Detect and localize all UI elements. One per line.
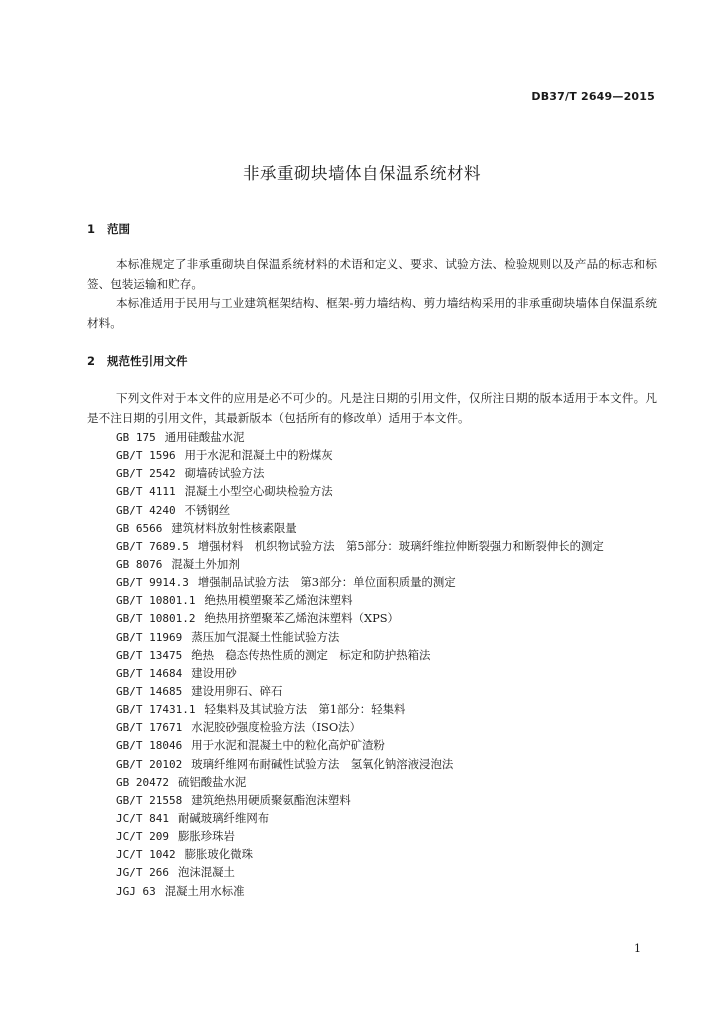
reference-item — [116, 591, 604, 609]
reference-code: JG/T 266 — [116, 866, 169, 880]
reference-title: 耐碱玻璃纤维网布 — [177, 810, 270, 825]
reference-code: GB 8076 — [116, 557, 163, 571]
reference-item — [116, 863, 604, 881]
reference-title: 用于水泥和混凝土中的粒化高炉矿渣粉 — [191, 738, 385, 753]
reference-code: GB/T 4111 — [116, 485, 176, 499]
reference-code: GB 175 — [116, 431, 156, 444]
reference-title: 玻璃纤维网布耐碱性试验方法 氢氧化钠溶液浸泡法 — [191, 756, 454, 771]
reference-title: 混凝土外加剂 — [171, 556, 240, 571]
reference-code: GB/T 17671 — [116, 721, 183, 735]
reference-code: GB/T 7689.5 — [116, 539, 189, 553]
reference-list — [116, 428, 604, 900]
reference-item — [116, 428, 604, 446]
reference-code: JC/T 209 — [116, 830, 169, 844]
reference-item — [116, 628, 604, 646]
reference-title: 增强制品试验方法 第3部分：单位面积质量的测定 — [197, 575, 456, 590]
reference-item — [116, 537, 604, 555]
reference-code: JC/T 841 — [116, 811, 169, 825]
reference-title: 建设用砂 — [191, 665, 237, 680]
section-heading-normative-references — [87, 353, 188, 369]
reference-item — [116, 700, 604, 718]
paragraph: 下列文件对于本文件的应用是必不可少的。凡是注日期的引用文件，仅所注日期的版本适用于本文件。凡是不注日期的引用文件，其最新版本（包括所有的修改单）适用于本文件。 — [87, 391, 657, 425]
reference-item — [116, 573, 604, 591]
reference-title: 水泥胶砂强度检验方法（ISO法） — [191, 720, 361, 735]
reference-item — [116, 482, 604, 500]
reference-code: GB/T 14684 — [116, 666, 183, 680]
reference-title: 膨胀玻化微珠 — [184, 847, 253, 862]
section-title: 范围 — [107, 222, 130, 236]
section-heading-scope — [87, 221, 130, 237]
reference-title: 硫铝酸盐水泥 — [177, 774, 247, 789]
section-number: 1 — [87, 222, 96, 236]
reference-code: GB 20472 — [116, 775, 169, 789]
reference-code: JGJ 63 — [116, 884, 156, 898]
reference-item — [116, 682, 604, 700]
reference-item — [116, 827, 604, 845]
reference-item — [116, 609, 604, 627]
reference-title: 砌墙砖试验方法 — [184, 466, 265, 481]
reference-code: GB/T 10801.1 — [116, 594, 196, 608]
reference-title: 蒸压加气混凝土性能试验方法 — [191, 629, 340, 644]
reference-item — [116, 736, 604, 754]
reference-code: GB/T 21558 — [116, 793, 183, 807]
reference-item — [116, 809, 604, 827]
reference-title: 膨胀珍珠岩 — [177, 829, 235, 844]
reference-item — [116, 718, 604, 736]
reference-code: GB/T 1596 — [116, 449, 176, 463]
reference-title: 混凝土用水标准 — [164, 883, 245, 898]
reference-code: GB/T 17431.1 — [116, 703, 196, 717]
reference-item — [116, 664, 604, 682]
reference-code: GB/T 14685 — [116, 684, 183, 698]
reference-item — [116, 845, 604, 863]
reference-title: 绝热用模塑聚苯乙烯泡沫塑料 — [204, 593, 353, 608]
reference-code: GB/T 18046 — [116, 739, 183, 753]
reference-item — [116, 464, 604, 482]
section-title: 规范性引用文件 — [107, 354, 188, 368]
reference-code: GB/T 4240 — [116, 503, 176, 517]
reference-code: GB 6566 — [116, 521, 163, 535]
reference-item — [116, 755, 604, 773]
reference-item — [116, 773, 604, 791]
reference-title: 建设用卵石、碎石 — [191, 683, 283, 698]
reference-code: GB/T 20102 — [116, 757, 183, 771]
reference-item — [116, 519, 604, 537]
standard-code: DB37/T 2649—2015 — [531, 90, 655, 103]
section-number: 2 — [87, 354, 96, 368]
reference-item — [116, 646, 604, 664]
page-number: 1 — [634, 942, 641, 955]
reference-title: 绝热 稳态传热性质的测定 标定和防护热箱法 — [191, 647, 431, 662]
reference-code: GB/T 11969 — [116, 630, 183, 644]
document-title: 非承重砌块墙体自保温系统材料 — [243, 164, 481, 183]
reference-item — [116, 882, 604, 900]
reference-code: JC/T 1042 — [116, 848, 176, 862]
paragraph: 本标准规定了非承重砌块自保温系统材料的术语和定义、要求、试验方法、检验规则以及产品的标志和标签、包装运输和贮存。 — [87, 257, 657, 291]
reference-title: 泡沫混凝土 — [177, 865, 235, 880]
reference-title: 不锈钢丝 — [184, 502, 231, 517]
reference-title: 轻集料及其试验方法 第1部分：轻集料 — [204, 702, 406, 717]
reference-title: 绝热用挤塑聚苯乙烯泡沫塑料（XPS） — [204, 611, 399, 626]
reference-title: 用于水泥和混凝土中的粉煤灰 — [184, 448, 333, 463]
reference-item — [116, 501, 604, 519]
reference-title: 通用硅酸盐水泥 — [164, 430, 245, 444]
reference-title: 增强材料 机织物试验方法 第5部分：玻璃纤维拉伸断裂强力和断裂伸长的测定 — [197, 538, 604, 553]
reference-title: 建筑绝热用硬质聚氨酯泡沫塑料 — [191, 792, 351, 807]
reference-item — [116, 446, 604, 464]
paragraph: 本标准适用于民用与工业建筑框架结构、框架-剪力墙结构、剪力墙结构采用的非承重砌块墙体自保温系统材料。 — [87, 296, 657, 330]
reference-title: 混凝土小型空心砌块检验方法 — [184, 484, 333, 499]
reference-code: GB/T 9914.3 — [116, 576, 189, 590]
reference-code: GB/T 2542 — [116, 467, 176, 481]
reference-code: GB/T 10801.2 — [116, 612, 196, 626]
reference-title: 建筑材料放射性核素限量 — [171, 520, 297, 535]
reference-item — [116, 555, 604, 573]
reference-item — [116, 791, 604, 809]
reference-code: GB/T 13475 — [116, 648, 183, 662]
